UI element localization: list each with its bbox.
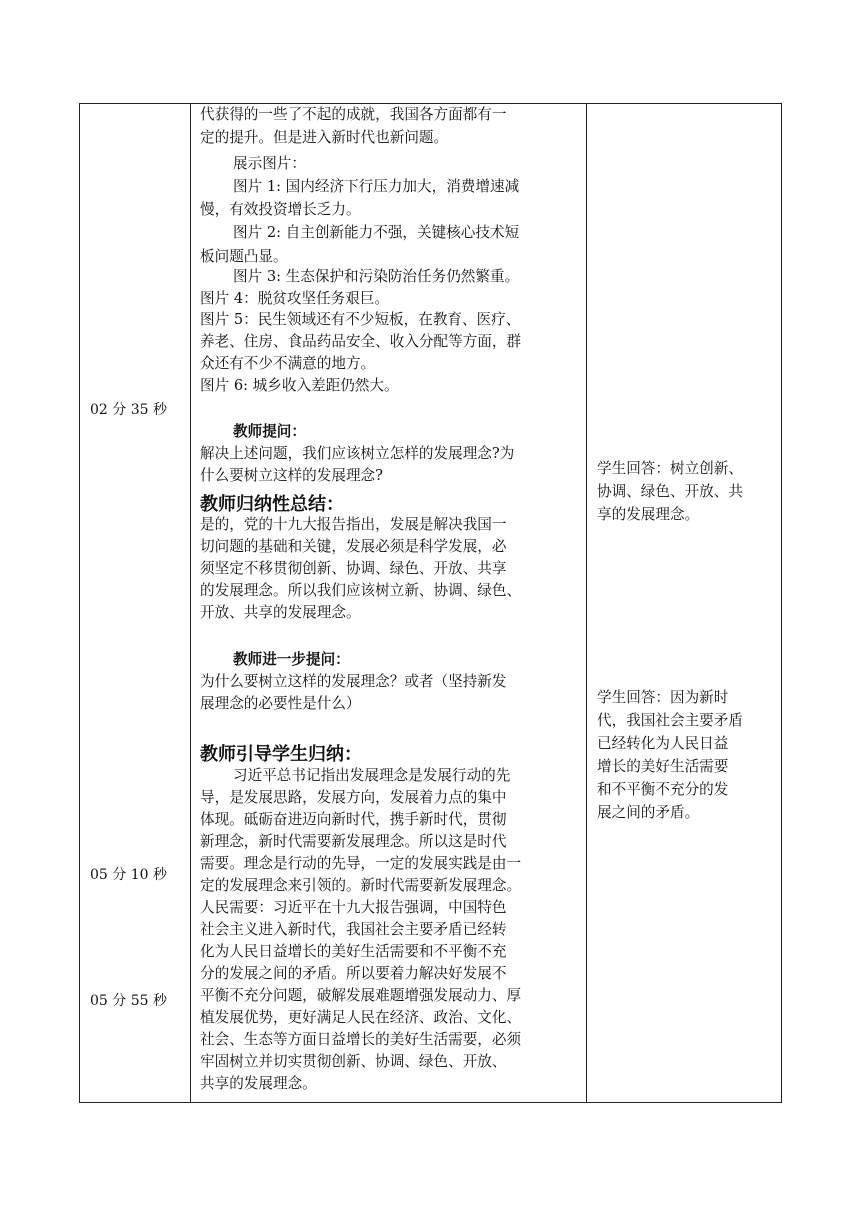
text-line: 平衡不充分问题，破解发展难题增强发展动力、厚: [200, 987, 522, 1004]
answer-line: 学生回答：因为新时: [597, 689, 729, 706]
answer-line: 享的发展理念。: [597, 506, 700, 523]
text-line: 展理念的必要性是什么）: [200, 695, 361, 712]
text-line: 图片 2: 自主创新能力不强，关键核心技术短: [233, 224, 520, 241]
text-line: 共享的发展理念。: [200, 1075, 317, 1092]
text-line: 新理念，新时代需要新发展理念。所以这是时代: [200, 833, 507, 850]
answer-line: 协调、绿色、开放、共: [597, 483, 743, 500]
summary-heading: 教师归纳性总结：: [200, 494, 344, 515]
text-line: 众还有不少不满意的地方。: [200, 355, 376, 372]
text-line: 定的发展理念来引领的。新时代需要新发展理念。: [200, 877, 522, 894]
guide-heading: 教师引导学生归纳：: [200, 744, 362, 765]
text-line: 展示图片：: [233, 155, 306, 172]
question-heading: 教师提问：: [233, 423, 306, 440]
text-line: 什么要树立这样的发展理念?: [200, 467, 383, 484]
further-question-heading: 教师进一步提问：: [233, 651, 350, 668]
text-line: 板问题凸显。: [200, 248, 288, 265]
text-line: 植发展优势，更好满足人民在经济、政治、文化、: [200, 1009, 522, 1026]
text-line: 需要。理念是行动的先导，一定的发展实践是由一: [200, 855, 522, 872]
text-line: 是的，党的十九大报告指出，发展是解决我国一: [200, 516, 507, 533]
text-line: 社会、生态等方面日益增长的美好生活需要，必须: [200, 1031, 522, 1048]
answer-line: 展之间的矛盾。: [597, 804, 700, 821]
text-line: 分的发展之间的矛盾。所以要着力解决好发展不: [200, 965, 507, 982]
text-line: 导，是发展思路，发展方向，发展着力点的集中: [200, 789, 507, 806]
time-column: [80, 104, 190, 1102]
text-line: 须坚定不移贯彻创新、协调、绿色、开放、共享: [200, 560, 507, 577]
text-line: 切问题的基础和关键，发展必须是科学发展，必: [200, 538, 507, 555]
text-line: 图片 3: 生态保护和污染防治任务仍然繁重。: [233, 268, 520, 285]
text-line: 为什么要树立这样的发展理念？或者（坚持新发: [200, 673, 507, 690]
text-line: 慢，有效投资增长乏力。: [200, 201, 361, 218]
text-line: 牢固树立并切实贯彻创新、协调、绿色、开放、: [200, 1053, 507, 1070]
time-label: 05 分 10 秒: [90, 867, 167, 883]
text-line: 图片 6: 城乡收入差距仍然大。: [200, 377, 399, 394]
text-line: 化为人民日益增长的美好生活需要和不平衡不充: [200, 943, 507, 960]
answer-line: 代，我国社会主要矛盾: [597, 712, 743, 729]
text-line: 的发展理念。所以我们应该树立新、协调、绿色、: [200, 582, 522, 599]
text-line: 图片 5：民生领域还有不少短板，在教育、医疗、: [200, 311, 521, 328]
text-line: 养老、住房、食品药品安全、收入分配等方面，群: [200, 333, 522, 350]
text-line: 定的提升。但是进入新时代也新问题。: [200, 129, 449, 146]
answer-line: 增长的美好生活需要: [597, 758, 729, 775]
answer-line: 学生回答：树立创新、: [597, 460, 743, 477]
text-line: 开放、共享的发展理念。: [200, 604, 361, 621]
text-line: 代获得的一些了不起的成就，我国各方面都有一: [200, 106, 507, 123]
text-line: 人民需要：习近平在十九大报告强调，中国特色: [200, 899, 507, 916]
text-line: 习近平总书记指出发展理念是发展行动的先: [233, 767, 511, 784]
answer-line: 已经转化为人民日益: [597, 735, 729, 752]
text-line: 体现。砥砺奋进迈向新时代，携手新时代，贯彻: [200, 811, 507, 828]
text-line: 解决上述问题，我们应该树立怎样的发展理念?为: [200, 445, 515, 462]
text-line: 图片 4：脱贫攻坚任务艰巨。: [200, 290, 390, 307]
time-label: 05 分 55 秒: [90, 993, 167, 1009]
content-column: [191, 104, 586, 1102]
text-line: 社会主义进入新时代，我国社会主要矛盾已经转: [200, 921, 507, 938]
time-label: 02 分 35 秒: [90, 402, 167, 418]
text-line: 图片 1: 国内经济下行压力加大，消费增速减: [233, 178, 520, 195]
lesson-table: [79, 103, 782, 1103]
answer-column: [587, 104, 781, 1102]
answer-line: 和不平衡不充分的发: [597, 781, 729, 798]
